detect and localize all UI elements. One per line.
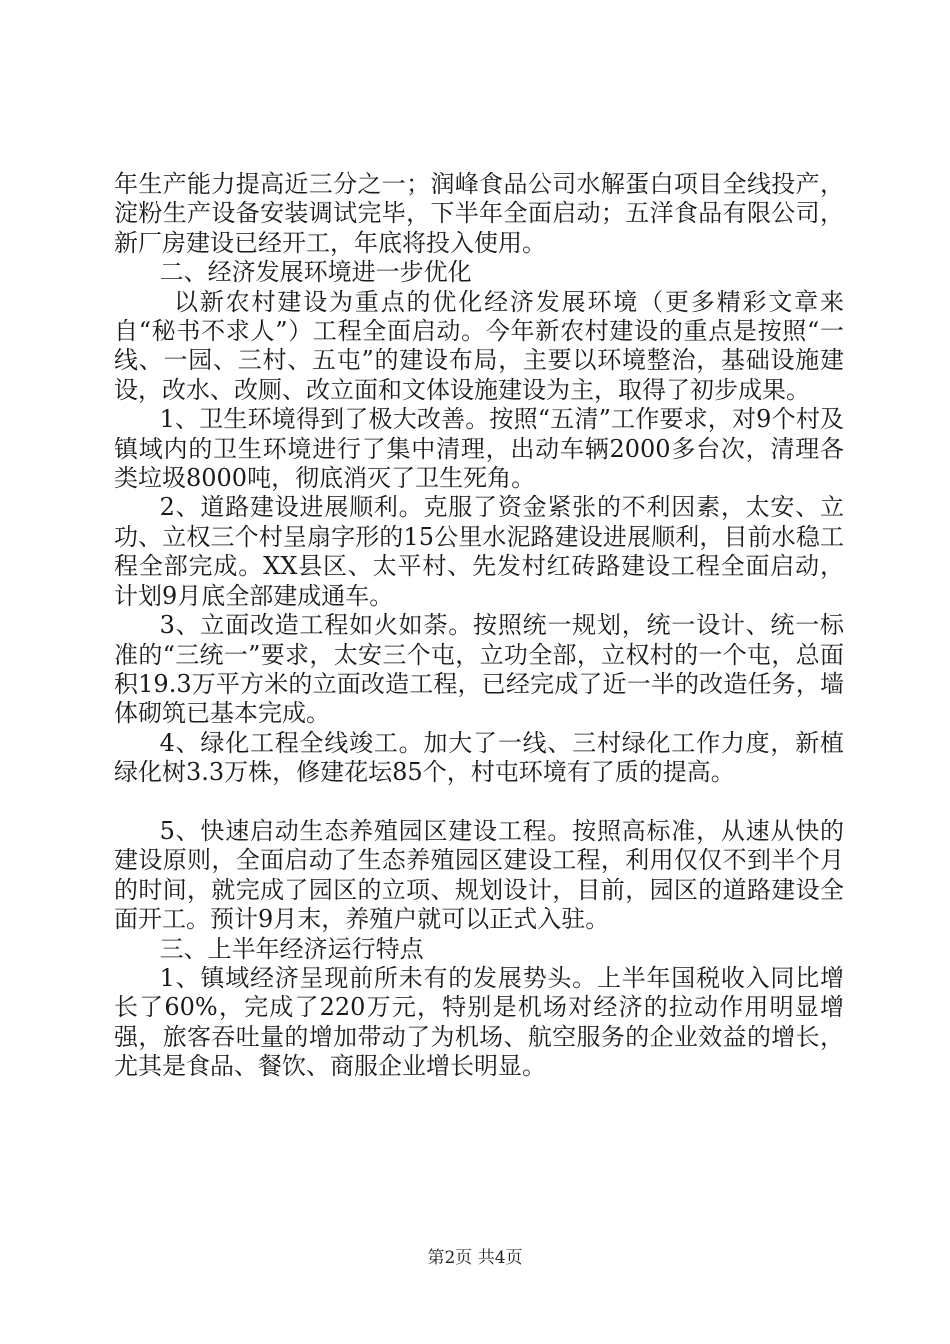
blank-line [114,788,844,817]
paragraph-economy-1: 1、镇域经济呈现前所未有的发展势头。上半年国税收入同比增长了60%，完成了220万元，特别是机场对经济的拉动作用明显增强，旅客吞吐量的增加带动了为机场、航空服务的企业效益的增长，尤其是食品、餐饮、商服企业增长明显。 [114,963,844,1081]
section-heading-3: 三、上半年经济运行特点 [159,934,424,963]
paragraph-item-4-greening: 4、绿化工程全线竣工。加大了一线、三村绿化工作力度，新植绿化树3.3万株，修建花坛85个，村屯环境有了质的提高。 [114,728,844,787]
paragraph-item-1-sanitation: 1、卫生环境得到了极大改善。按照“五清”工作要求，对9个村及镇域内的卫生环境进行了集中清理，出动车辆2000多台次，清理各类垃圾8000吨，彻底消灭了卫生死角。 [114,405,844,493]
page-number-label: 第2页 共4页 [427,1248,523,1268]
paragraph-item-3-facades: 3、立面改造工程如火如荼。按照统一规划，统一设计、统一标准的“三统一”要求，太安三个屯，立功全部，立权村的一个屯，总面积19.3万平方米的立面改造工程，已经完成了近一半的改造任务，墙体砌筑已基本完成。 [114,611,844,728]
section-heading-2: 二、经济发展环境进一步优化 [159,258,472,287]
paragraph-item-2-roads: 2、道路建设进展顺利。克服了资金紧张的不利因素，太安、立功、立权三个村呈扇字形的15公里水泥路建设进展顺利，目前水稳工程全部完成。XX县区、太平村、先发村红砖路建设工程全面启动，计划9月底全部建成通车。 [114,493,844,610]
page-footer [0,1243,950,1268]
paragraph-rural-construction: 以新农村建设为重点的优化经济发展环境（更多精彩文章来自“秘书不求人”）工程全面启动。今年新农村建设的重点是按照“一线、一园、三村、五屯”的建设布局，主要以环境整治，基础设施建设，改水、改厕、改立面和文体设施建设为主，取得了初步成果。 [114,287,844,404]
paragraph-continuation: 年生产能力提高近三分之一；润峰食品公司水解蛋白项目全线投产，淀粉生产设备安装调试完毕，下半年全面启动；五洋食品有限公司，新厂房建设已经开工，年底将投入使用。 [114,170,844,257]
paragraph-item-5-ecology-park: 5、快速启动生态养殖园区建设工程。按照高标准，从速从快的建设原则，全面启动了生态养殖园区建设工程，利用仅仅不到半个月的时间，就完成了园区的立项、规划设计，目前，园区的道路建设全面开工。预计9月末，养殖户就可以正式入驻。 [114,816,844,934]
document-body [114,170,844,1082]
